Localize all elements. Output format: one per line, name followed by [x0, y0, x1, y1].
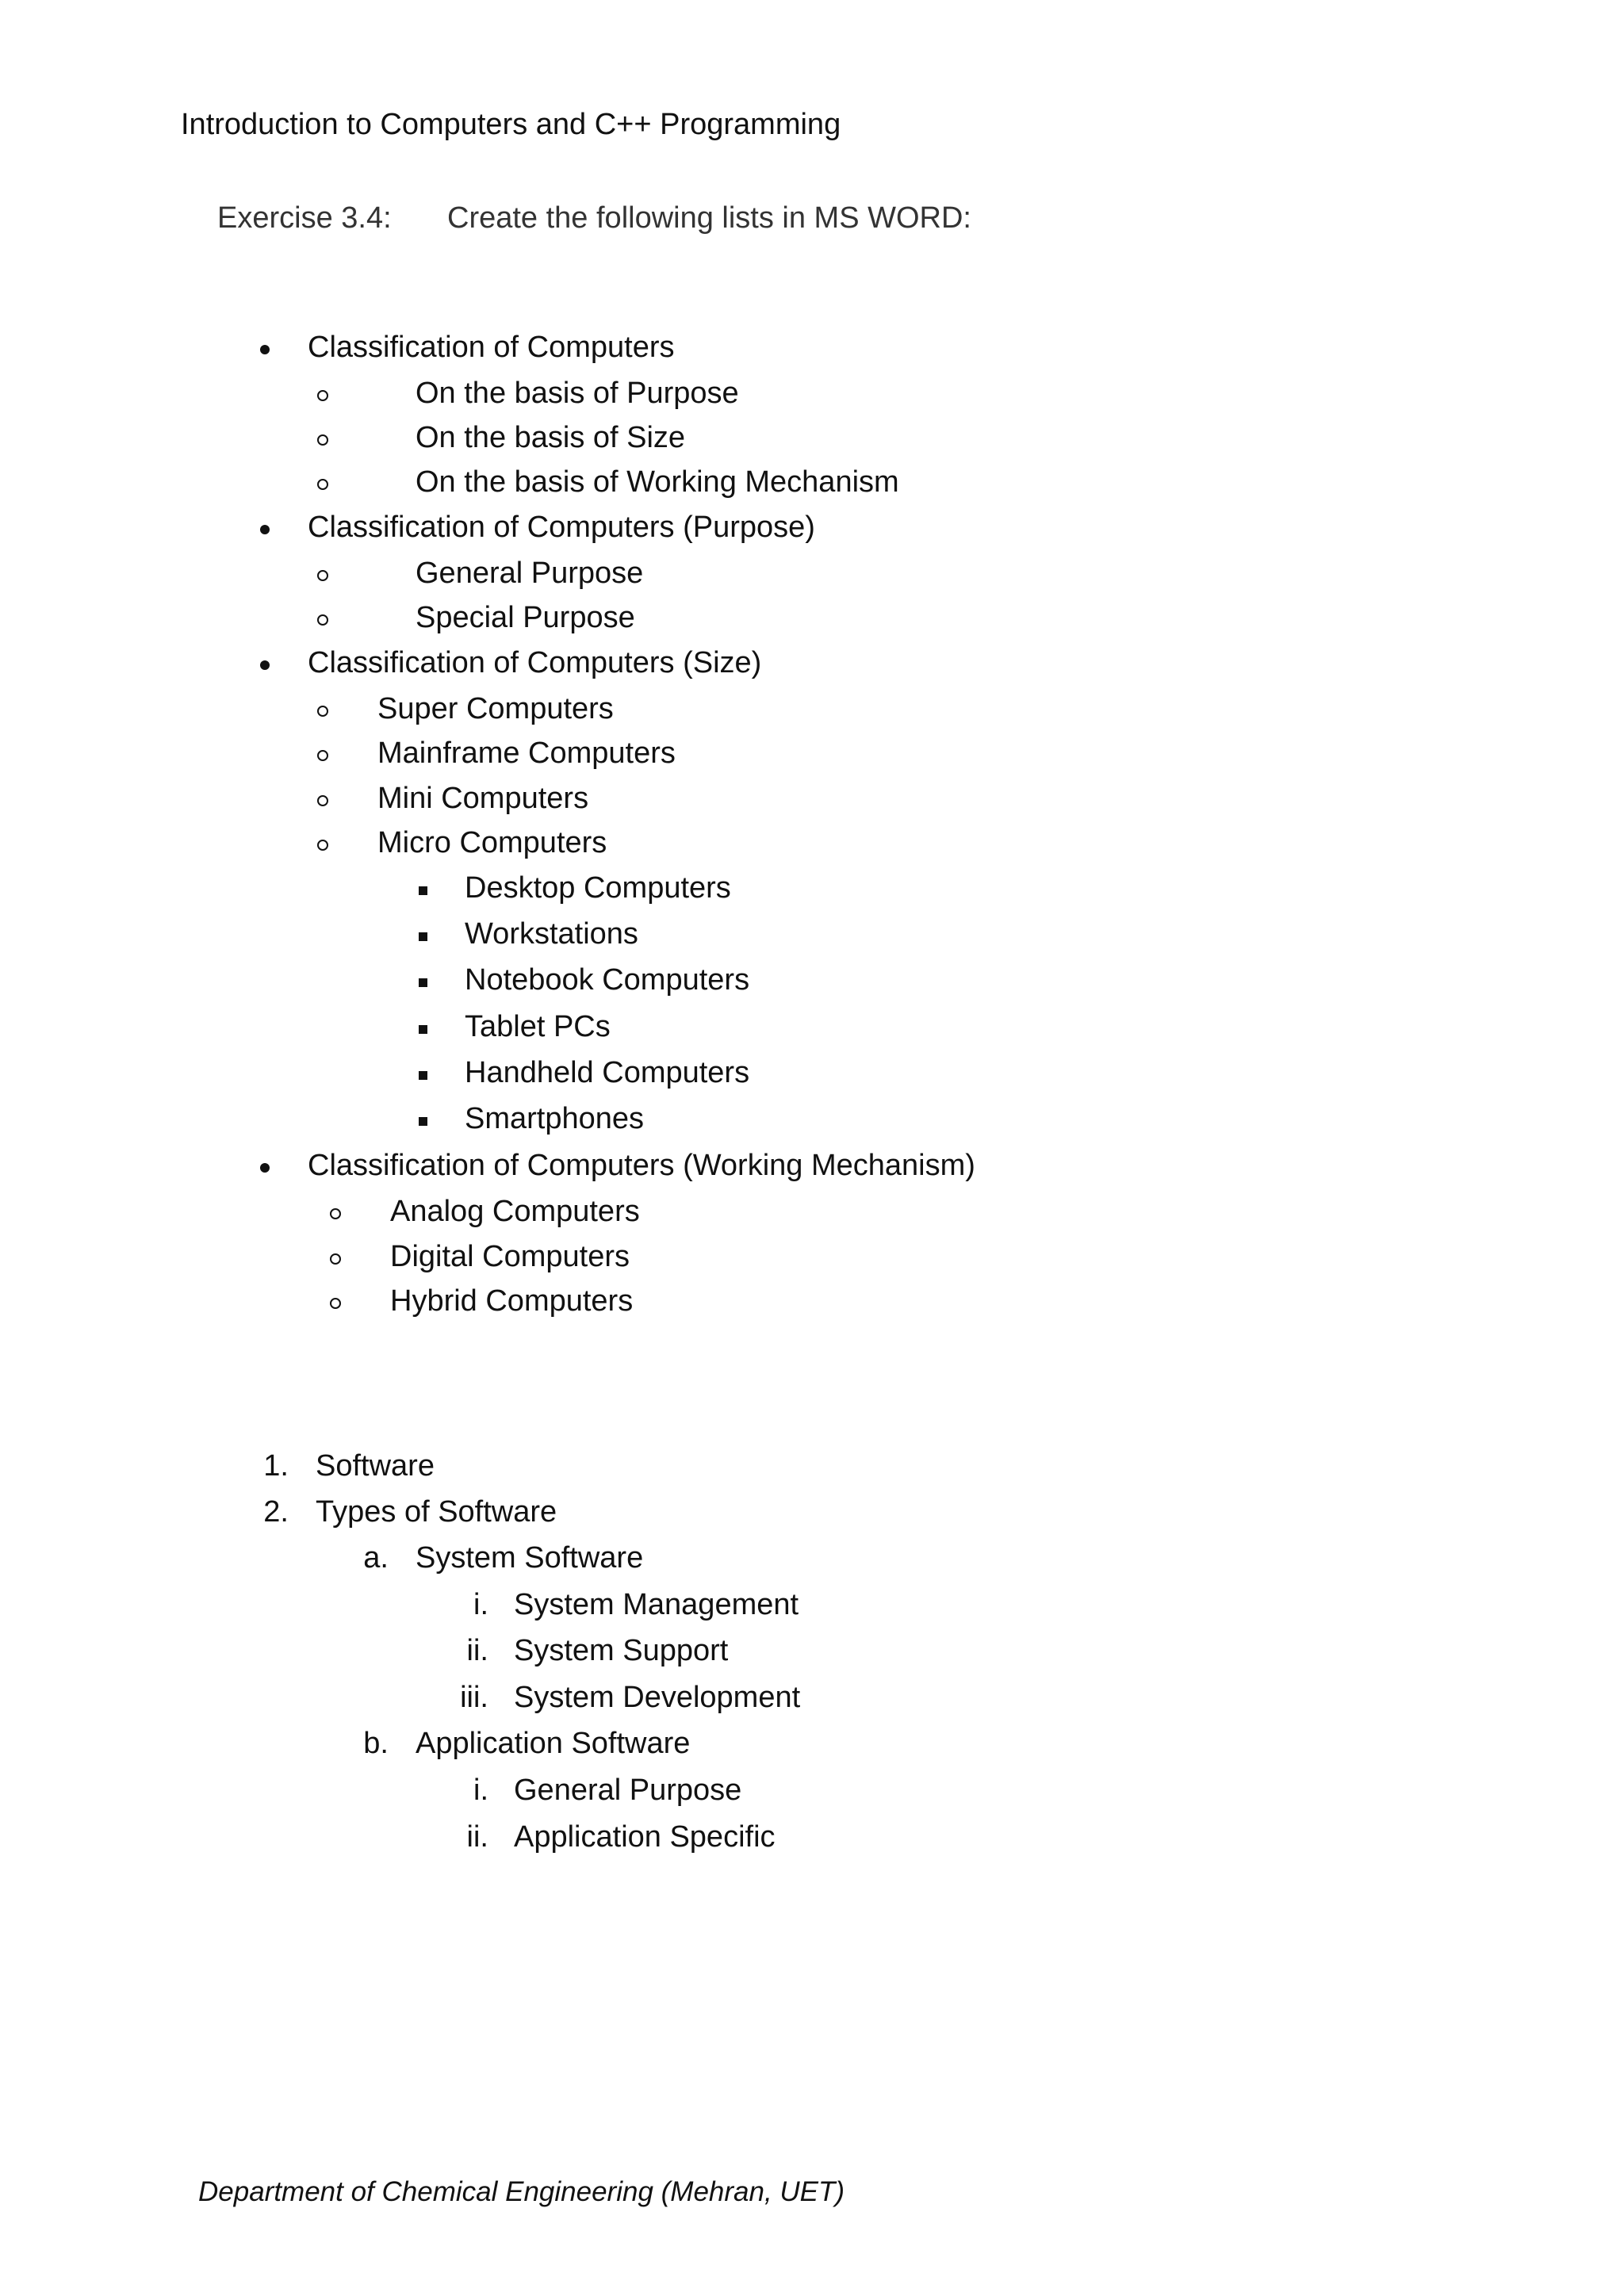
- circle-bullet-icon: [317, 390, 328, 401]
- numbered-list-item: Application Software: [416, 1727, 691, 1760]
- numbered-list-item: System Support: [514, 1634, 729, 1667]
- square-bullet-icon: [419, 886, 427, 895]
- disc-bullet-icon: [260, 660, 270, 670]
- list-number-marker: 1.: [263, 1449, 289, 1483]
- numbered-list-item: Application Specific: [514, 1820, 776, 1854]
- numbered-list-item: System Development: [514, 1681, 801, 1714]
- circle-bullet-icon: [317, 750, 328, 761]
- bullet-list-item: On the basis of Purpose: [416, 377, 739, 410]
- list-number-marker: 2.: [263, 1495, 289, 1529]
- disc-bullet-icon: [260, 345, 270, 354]
- list-number-marker: i.: [473, 1588, 488, 1621]
- exercise-instruction: Create the following lists in MS WORD:: [447, 201, 971, 235]
- circle-bullet-icon: [330, 1298, 341, 1309]
- bullet-list-item: Tablet PCs: [465, 1010, 611, 1043]
- exercise-label: Exercise 3.4:: [217, 201, 392, 235]
- circle-bullet-icon: [330, 1208, 341, 1219]
- disc-bullet-icon: [260, 525, 270, 534]
- square-bullet-icon: [419, 978, 427, 987]
- bullet-list-item: Classification of Computers (Working Mechanism): [308, 1149, 975, 1182]
- numbered-list-item: General Purpose: [514, 1774, 742, 1807]
- circle-bullet-icon: [317, 840, 328, 851]
- numbered-list-item: Software: [316, 1449, 435, 1483]
- list-number-marker: iii.: [460, 1681, 488, 1714]
- square-bullet-icon: [419, 1117, 427, 1126]
- circle-bullet-icon: [317, 479, 328, 490]
- list-number-marker: i.: [473, 1774, 488, 1807]
- bullet-list-item: On the basis of Size: [416, 421, 686, 454]
- list-number-marker: ii.: [466, 1634, 488, 1667]
- numbered-list-item: System Management: [514, 1588, 799, 1621]
- square-bullet-icon: [419, 1025, 427, 1034]
- numbered-list-item: System Software: [416, 1541, 644, 1575]
- bullet-list-item: Desktop Computers: [465, 871, 731, 905]
- bullet-list-item: On the basis of Working Mechanism: [416, 465, 899, 499]
- circle-bullet-icon: [317, 706, 328, 717]
- square-bullet-icon: [419, 1071, 427, 1080]
- bullet-list-item: General Purpose: [416, 557, 644, 590]
- bullet-list-item: Workstations: [465, 917, 638, 951]
- bullet-list-item: Classification of Computers (Purpose): [308, 511, 815, 544]
- bullet-list-item: Notebook Computers: [465, 963, 750, 997]
- bullet-list-item: Smartphones: [465, 1102, 645, 1135]
- bullet-list-item: Analog Computers: [390, 1195, 640, 1228]
- page-footer: Department of Chemical Engineering (Mehran, UET): [198, 2176, 845, 2207]
- list-number-marker: a.: [363, 1541, 389, 1575]
- circle-bullet-icon: [317, 570, 328, 581]
- page-header: Introduction to Computers and C++ Programming: [181, 108, 841, 141]
- bullet-list-item: Micro Computers: [377, 826, 607, 859]
- circle-bullet-icon: [317, 795, 328, 806]
- bullet-list-item: Super Computers: [377, 692, 614, 725]
- bullet-list-item: Hybrid Computers: [390, 1284, 634, 1318]
- list-number-marker: b.: [363, 1727, 389, 1760]
- bullet-list-item: Mini Computers: [377, 782, 589, 815]
- square-bullet-icon: [419, 932, 427, 941]
- bullet-list-item: Handheld Computers: [465, 1056, 750, 1089]
- numbered-list-item: Types of Software: [316, 1495, 557, 1529]
- bullet-list-item: Digital Computers: [390, 1240, 630, 1273]
- bullet-list-item: Classification of Computers: [308, 331, 675, 364]
- disc-bullet-icon: [260, 1163, 270, 1173]
- bullet-list-item: Special Purpose: [416, 601, 635, 634]
- bullet-list-item: Mainframe Computers: [377, 737, 676, 770]
- circle-bullet-icon: [330, 1253, 341, 1265]
- circle-bullet-icon: [317, 434, 328, 446]
- bullet-list-item: Classification of Computers (Size): [308, 646, 762, 679]
- circle-bullet-icon: [317, 614, 328, 626]
- list-number-marker: ii.: [466, 1820, 488, 1854]
